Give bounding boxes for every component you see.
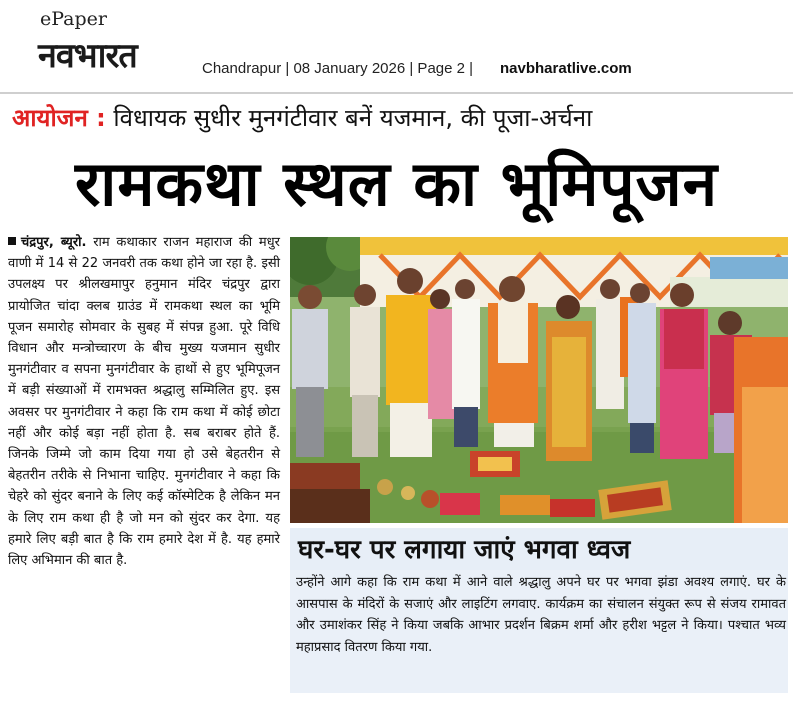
kicker-text: विधायक सुधीर मुनगंटीवार बनें यजमान, की पूजा-अर्चना [113, 104, 593, 132]
headline: रामकथा स्थल का भूमिपूजन [74, 147, 719, 220]
edition-info: Chandrapur | 08 January 2026 | Page 2 | [202, 60, 474, 77]
newspaper-logo: नवभारत [38, 36, 137, 76]
website-link[interactable]: navbharatlive.com [500, 60, 632, 77]
body-text: राम कथाकार राजन महाराज की मधुर वाणी में 14 से 22 जनवरी तक कथा होने जा रहा है. इसी उपलक्ष्य पर श्रीलखमापुर हनुमान मंदिर चंद्रपुर द्वारा प्रायोजित चांदा क्लब ग्राउंड में रामकथा स्थल का भूमि पूजन समारोह सोमवार के सुबह में संपन्न हुआ. पूरे विधि विधान और मन्त्रोच्चारण के बीच मुख्य यजमान सुधीर मुनगंटीवार व सपना मुनगंटीवार के हाथों से हुए भूमिपूजन में बड़ी संख्याओं में रामभक्त श्रद्धालु सम्मिलित हुए. इस अवसर पर मुनगंटीवार ने कहा कि राम कथा में कोई छोटा नहीं और कोई बड़ा नहीं होता है. सब बराबर होते हैं. जिनके जिम्मे जो काम दिया गया हो उसे बेहतरीन से बेहतरीन तरीके से निभाना चाहिए. मुनगंटीवार ने कहा कि चेहरे को सुंदर बनाने के लिए कई कॉस्मेटिक है लेकिन मन के लिए राम कथा ही है जो मन को सुंदर कर देगा. यह हमारे लिए बड़ी बात है कि राम हमारे देश में है. यह हमारे लिए अभिमान की बात है. [8, 235, 280, 569]
epaper-label: ePaper [40, 8, 107, 30]
header-divider [0, 92, 793, 94]
bullet-icon [8, 237, 16, 245]
kicker-line [12, 98, 787, 142]
article-body [8, 232, 280, 707]
event-photo [290, 237, 788, 523]
subheadline: घर-घर पर लगाया जाएं भगवा ध्वज [298, 535, 631, 565]
article-body-continued: उन्होंने आगे कहा कि राम कथा में आने वाले श्रद्धालु अपने घर पर भगवा झंडा अवश्य लगाएं. घर के आसपास के मंदिरों के सजाएं और लाइटिंग लगवाए. कार्यक्रम का संचालन संयुक्त रूप से संजय रामावत और उमाशंकर सिंह ने किया जबकि आभार प्रदर्शन बिक्रम शर्मा और हरीश भट्टल ने किया। पश्चात भव्य महाप्रसाद वितरण किया गया. [290, 570, 788, 693]
kicker-label: आयोजन : [12, 104, 106, 132]
masthead [0, 0, 793, 92]
dateline: चंद्रपुर, ब्यूरो. [21, 235, 87, 250]
event-photo-illustration [290, 237, 788, 523]
